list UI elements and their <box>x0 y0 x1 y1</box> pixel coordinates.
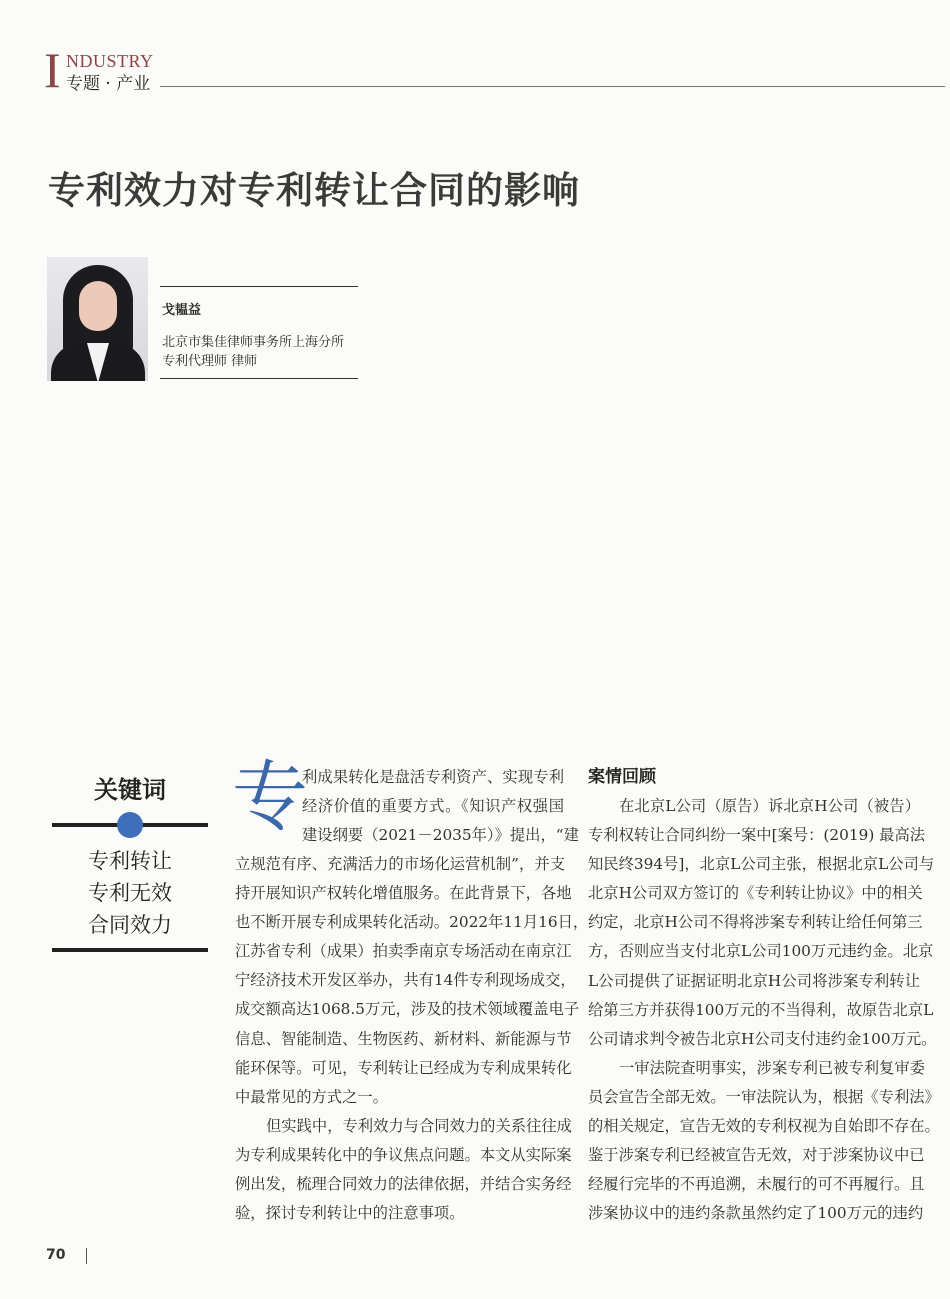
text-line: 员会宣告全部无效。一审法院认为，根据《专利法》 <box>588 1087 940 1106</box>
text-line: 的相关规定，宣告无效的专利权视为自始即不存在。 <box>588 1117 940 1136</box>
author-name: 戈韫益 <box>162 303 202 318</box>
author-rule-bottom <box>160 378 358 379</box>
text-line: 方，否则应当支付北京L公司100万元违约金。北京 <box>588 942 934 961</box>
article-title: 专利效力对专利转让合同的影响 <box>48 169 580 212</box>
text-line: 为专利成果转化中的争议焦点问题。本文从实际案 <box>235 1145 572 1164</box>
keywords-list <box>52 845 208 941</box>
text-line: 在北京L公司（原告）诉北京H公司（被告） <box>619 797 920 815</box>
text-line: 立规范有序、充满活力的市场化运营机制”，并支 <box>235 855 565 873</box>
text-line: 但实践中，专利效力与合同效力的关系往往成 <box>266 1116 572 1135</box>
case-review <box>588 763 940 1228</box>
page-number: 70 <box>46 1247 66 1263</box>
text-line: 涉案协议中的违约条款虽然约定了100万元的违约 <box>588 1204 924 1223</box>
case-review-heading: 案情回顾 <box>588 767 656 787</box>
intro-drop-lines <box>302 763 579 850</box>
text-line: 成交额高达1068.5万元，涉及的技术领域覆盖电子 <box>235 1000 580 1019</box>
section-english: NDUSTRY <box>66 51 154 71</box>
keyword: 专利无效 <box>88 881 172 905</box>
text-line: 持开展知识产权转化增值服务。在此背景下，各地 <box>235 884 572 903</box>
text-line: 利成果转化是盘活专利资产、实现专利 <box>302 768 564 786</box>
text-line: 专利权转让合同纠纷一案中[案号：(2019) 最高法 <box>588 826 926 845</box>
author-affiliation: 北京市集佳律师事务所上海分所 <box>162 335 345 350</box>
header-rule <box>160 86 945 87</box>
text-line: L公司提供了证据证明北京H公司将涉案专利转让 <box>588 971 920 990</box>
keywords-dot-icon <box>117 812 143 838</box>
text-line: 验，探讨专利转让中的注意事项。 <box>235 1204 465 1223</box>
text-line: 约定，北京H公司不得将涉案专利转让给任何第三 <box>588 913 923 932</box>
author-position: 专利代理师 律师 <box>162 354 258 369</box>
text-line: 经济价值的重要方式。《知识产权强国 <box>302 797 564 816</box>
author-photo <box>47 257 148 381</box>
text-line: 信息、智能制造、生物医药、新材料、新能源与节 <box>235 1029 572 1048</box>
text-line: 给第三方并获得100万元的不当得利，故原告北京L <box>588 1000 934 1019</box>
text-line: 江苏省专利（成果）拍卖季南京专场活动在南京江 <box>235 942 572 961</box>
drop-cap: 专 <box>232 752 308 841</box>
section-initial: I <box>44 42 61 98</box>
text-line: 一审法院查明事实，涉案专利已被专利复审委 <box>619 1058 925 1077</box>
text-line: 宁经济技术开发区举办，共有14件专利现场成交， <box>235 971 576 990</box>
section-chinese: 专题 · 产业 <box>66 74 151 94</box>
page-number-divider <box>86 1248 87 1264</box>
intro-body <box>235 850 589 1228</box>
text-line: 北京H公司双方签订的《专利转让协议》中的相关 <box>588 884 923 903</box>
keywords-rule-bottom <box>52 948 208 952</box>
text-line: 能环保等。可见，专利转让已经成为专利成果转化 <box>235 1058 572 1077</box>
text-line: 也不断开展专利成果转化活动。2022年11月16日， <box>235 913 589 932</box>
text-line: 例出发，梳理合同效力的法律依据，并结合实务经 <box>235 1175 572 1194</box>
keyword: 合同效力 <box>88 913 172 937</box>
text-line: 鉴于涉案专利已经被宣告无效，对于涉案协议中已 <box>588 1146 925 1165</box>
text-line: 公司请求判令被告北京H公司支付违约金100万元。 <box>588 1029 937 1048</box>
text-line: 经履行完毕的不再追溯，未履行的可不再履行。且 <box>588 1175 925 1194</box>
text-line: 建设纲要（2021－2035年）》提出，“建 <box>302 826 579 845</box>
text-line: 中最常见的方式之一。 <box>235 1087 388 1106</box>
keywords-label: 关键词 <box>94 775 166 804</box>
keyword: 专利转让 <box>88 849 172 873</box>
text-line: 知民终394号]，北京L公司主张，根据北京L公司与 <box>588 855 935 874</box>
author-info <box>162 333 344 371</box>
author-rule-top <box>160 286 358 287</box>
